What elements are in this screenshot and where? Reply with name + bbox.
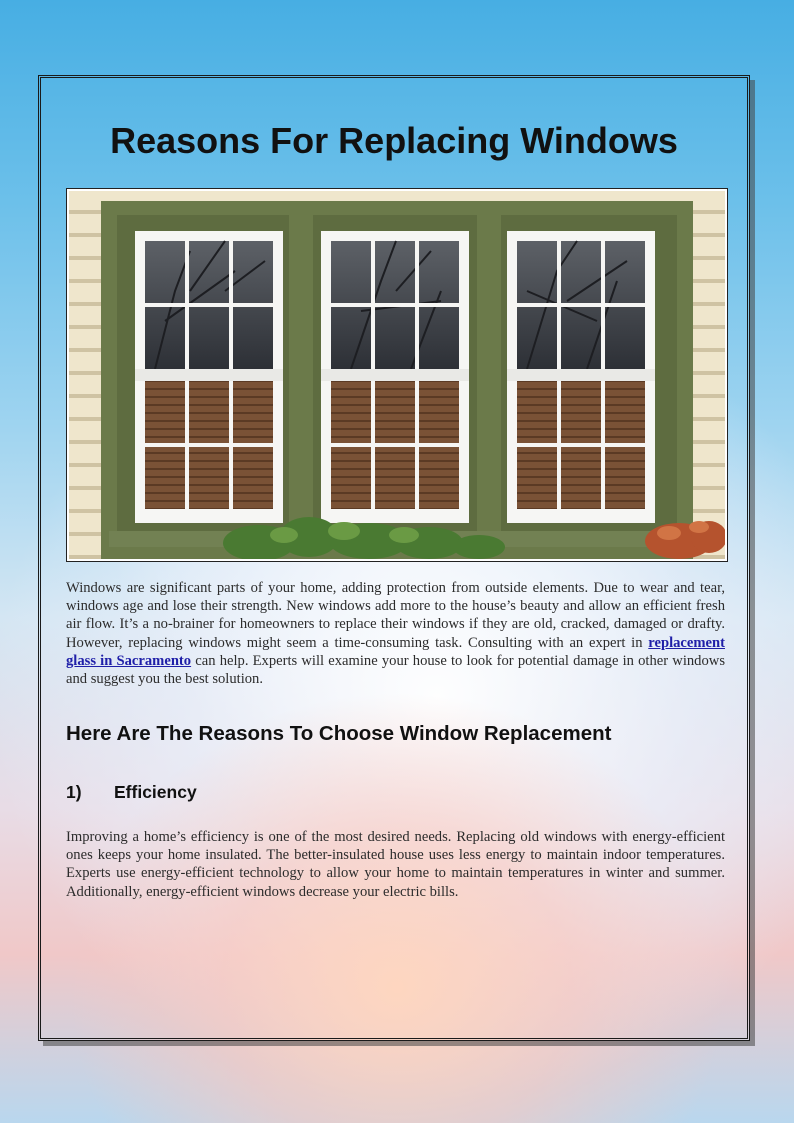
item-title: Efficiency: [114, 782, 197, 802]
item-heading-efficiency: [66, 782, 197, 803]
page-title: Reasons For Replacing Windows: [110, 120, 678, 161]
section-heading: Here Are The Reasons To Choose Window Replacement: [66, 722, 612, 745]
page-frame: [38, 75, 750, 1041]
intro-text-after-link: can help. Experts will examine your house to look for potential damage in other windows and suggest you the best solution.: [66, 652, 725, 688]
house-window-photo-icon: [69, 191, 725, 559]
item-number: 1): [66, 782, 82, 802]
replacement-glass-link[interactable]: replacement glass in Sacramento: [66, 634, 725, 669]
efficiency-paragraph: Improving a home’s efficiency is one of the most desired needs. Replacing old windows with energy-efficient ones keeps your home insulated. The better-insulated house uses less energy to maintain indoor temperatures. Experts use energy-efficient technology to allow your home to maintain temperatures in winter and summer. Additionally, energy-efficient windows decrease your electric bills.: [66, 829, 725, 900]
intro-text-before-link: Windows are significant parts of your home, adding protection from outside elements. Due to wear and tear, windows age and lose their strength. New windows add more to the house’s beauty and allow an efficient fresh air flow. It’s a no-brainer for homeowners to replace their windows if they are old, cracked, damaged or drafty. However, replacing windows might seem a time-consuming task. Consulting with an expert in: [66, 580, 725, 651]
intro-paragraph: [66, 579, 725, 688]
windows-photo: [66, 188, 728, 562]
